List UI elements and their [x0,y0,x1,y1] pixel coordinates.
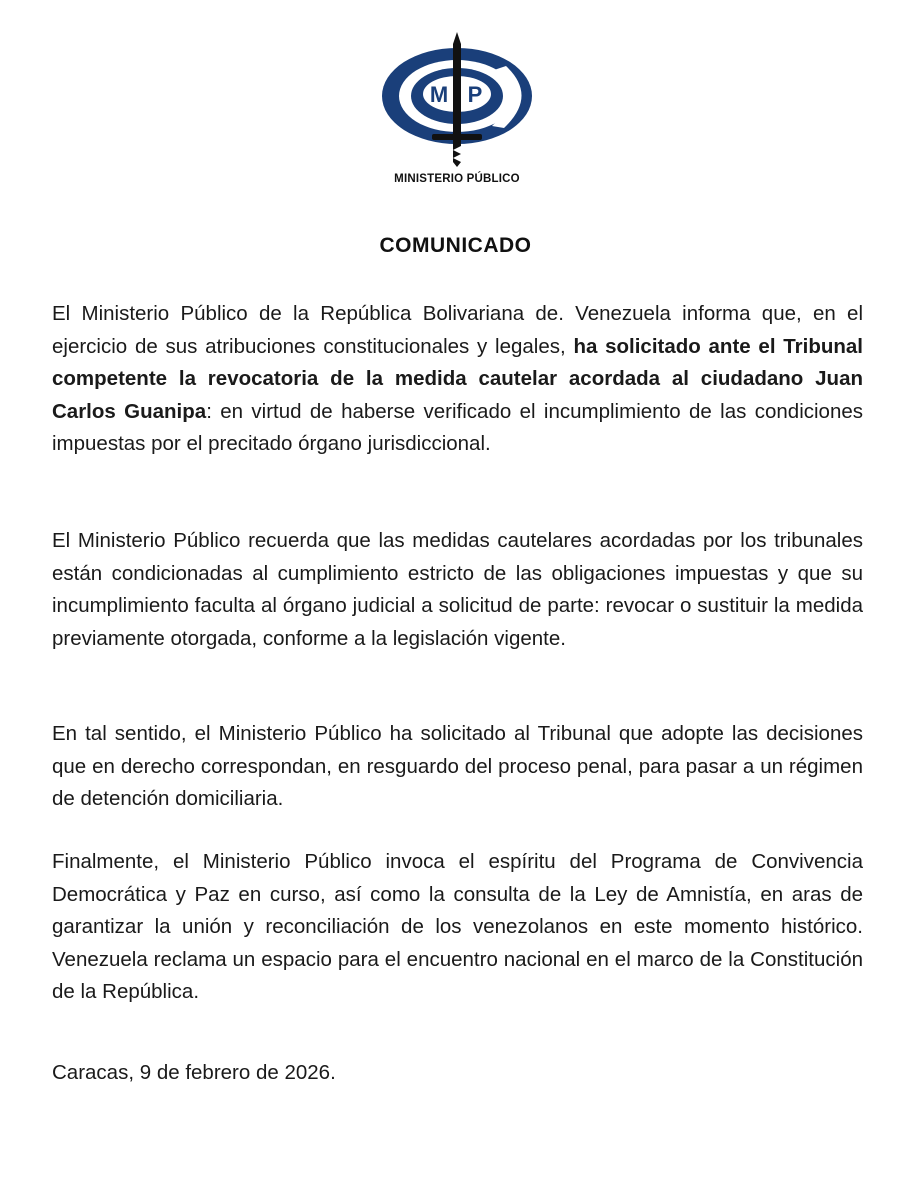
logo-caption: MINISTERIO PÚBLICO [394,173,520,185]
logo-letter-p: P [467,82,483,107]
paragraph-1-intro: El Ministerio Público de la República Bolivariana de. Venezuela informa que, en el ejercicio de sus atribuciones constitucionales y legales, [52,302,863,358]
paragraph-1 [52,298,863,461]
paragraph-4: Finalmente, el Ministerio Público invoca el espíritu del Programa de Convivencia Democrática y Paz en curso, así como la consulta de la Ley de Amnistía, en aras de garantizar la unión y reconciliación de los venezolanos en este momento histórico. Venezuela reclama un espacio para el encuentro nacional en el marco de la Constitución de la República. [52,850,863,1003]
paragraph-2: El Ministerio Público recuerda que las medidas cautelares acordadas por los tribunales están condicionadas al cumplimiento estricto de las obligaciones impuestas y que su incumplimiento faculta al órgano judicial a solicitud de parte: revocar o sustituir la medida previamente otorgada, conforme a la legislación vigente. [52,529,863,650]
logo-emblem [374,30,540,170]
ministerio-publico-logo [374,30,540,192]
paragraph-1-rest: : en virtud de haberse verificado el incumplimiento de las condiciones impuestas por el precitado órgano jurisdiccional. [52,399,864,455]
paragraph-3: En tal sentido, el Ministerio Público ha solicitado al Tribunal que adopte las decisiones que en derecho correspondan, en resguardo del proceso penal, para pasar a un régimen de detención domiciliaria. [52,722,863,810]
document-title: COMUNICADO [379,234,532,257]
place-date: Caracas, 9 de febrero de 2026. [52,1061,336,1084]
logo-letter-m: M [429,82,449,107]
paragraph-1-bold: ha solicitado ante el Tribunal competente la revocatoria de la medida cautelar acordada al ciudadano Juan Carlos Guanipa [52,334,864,423]
